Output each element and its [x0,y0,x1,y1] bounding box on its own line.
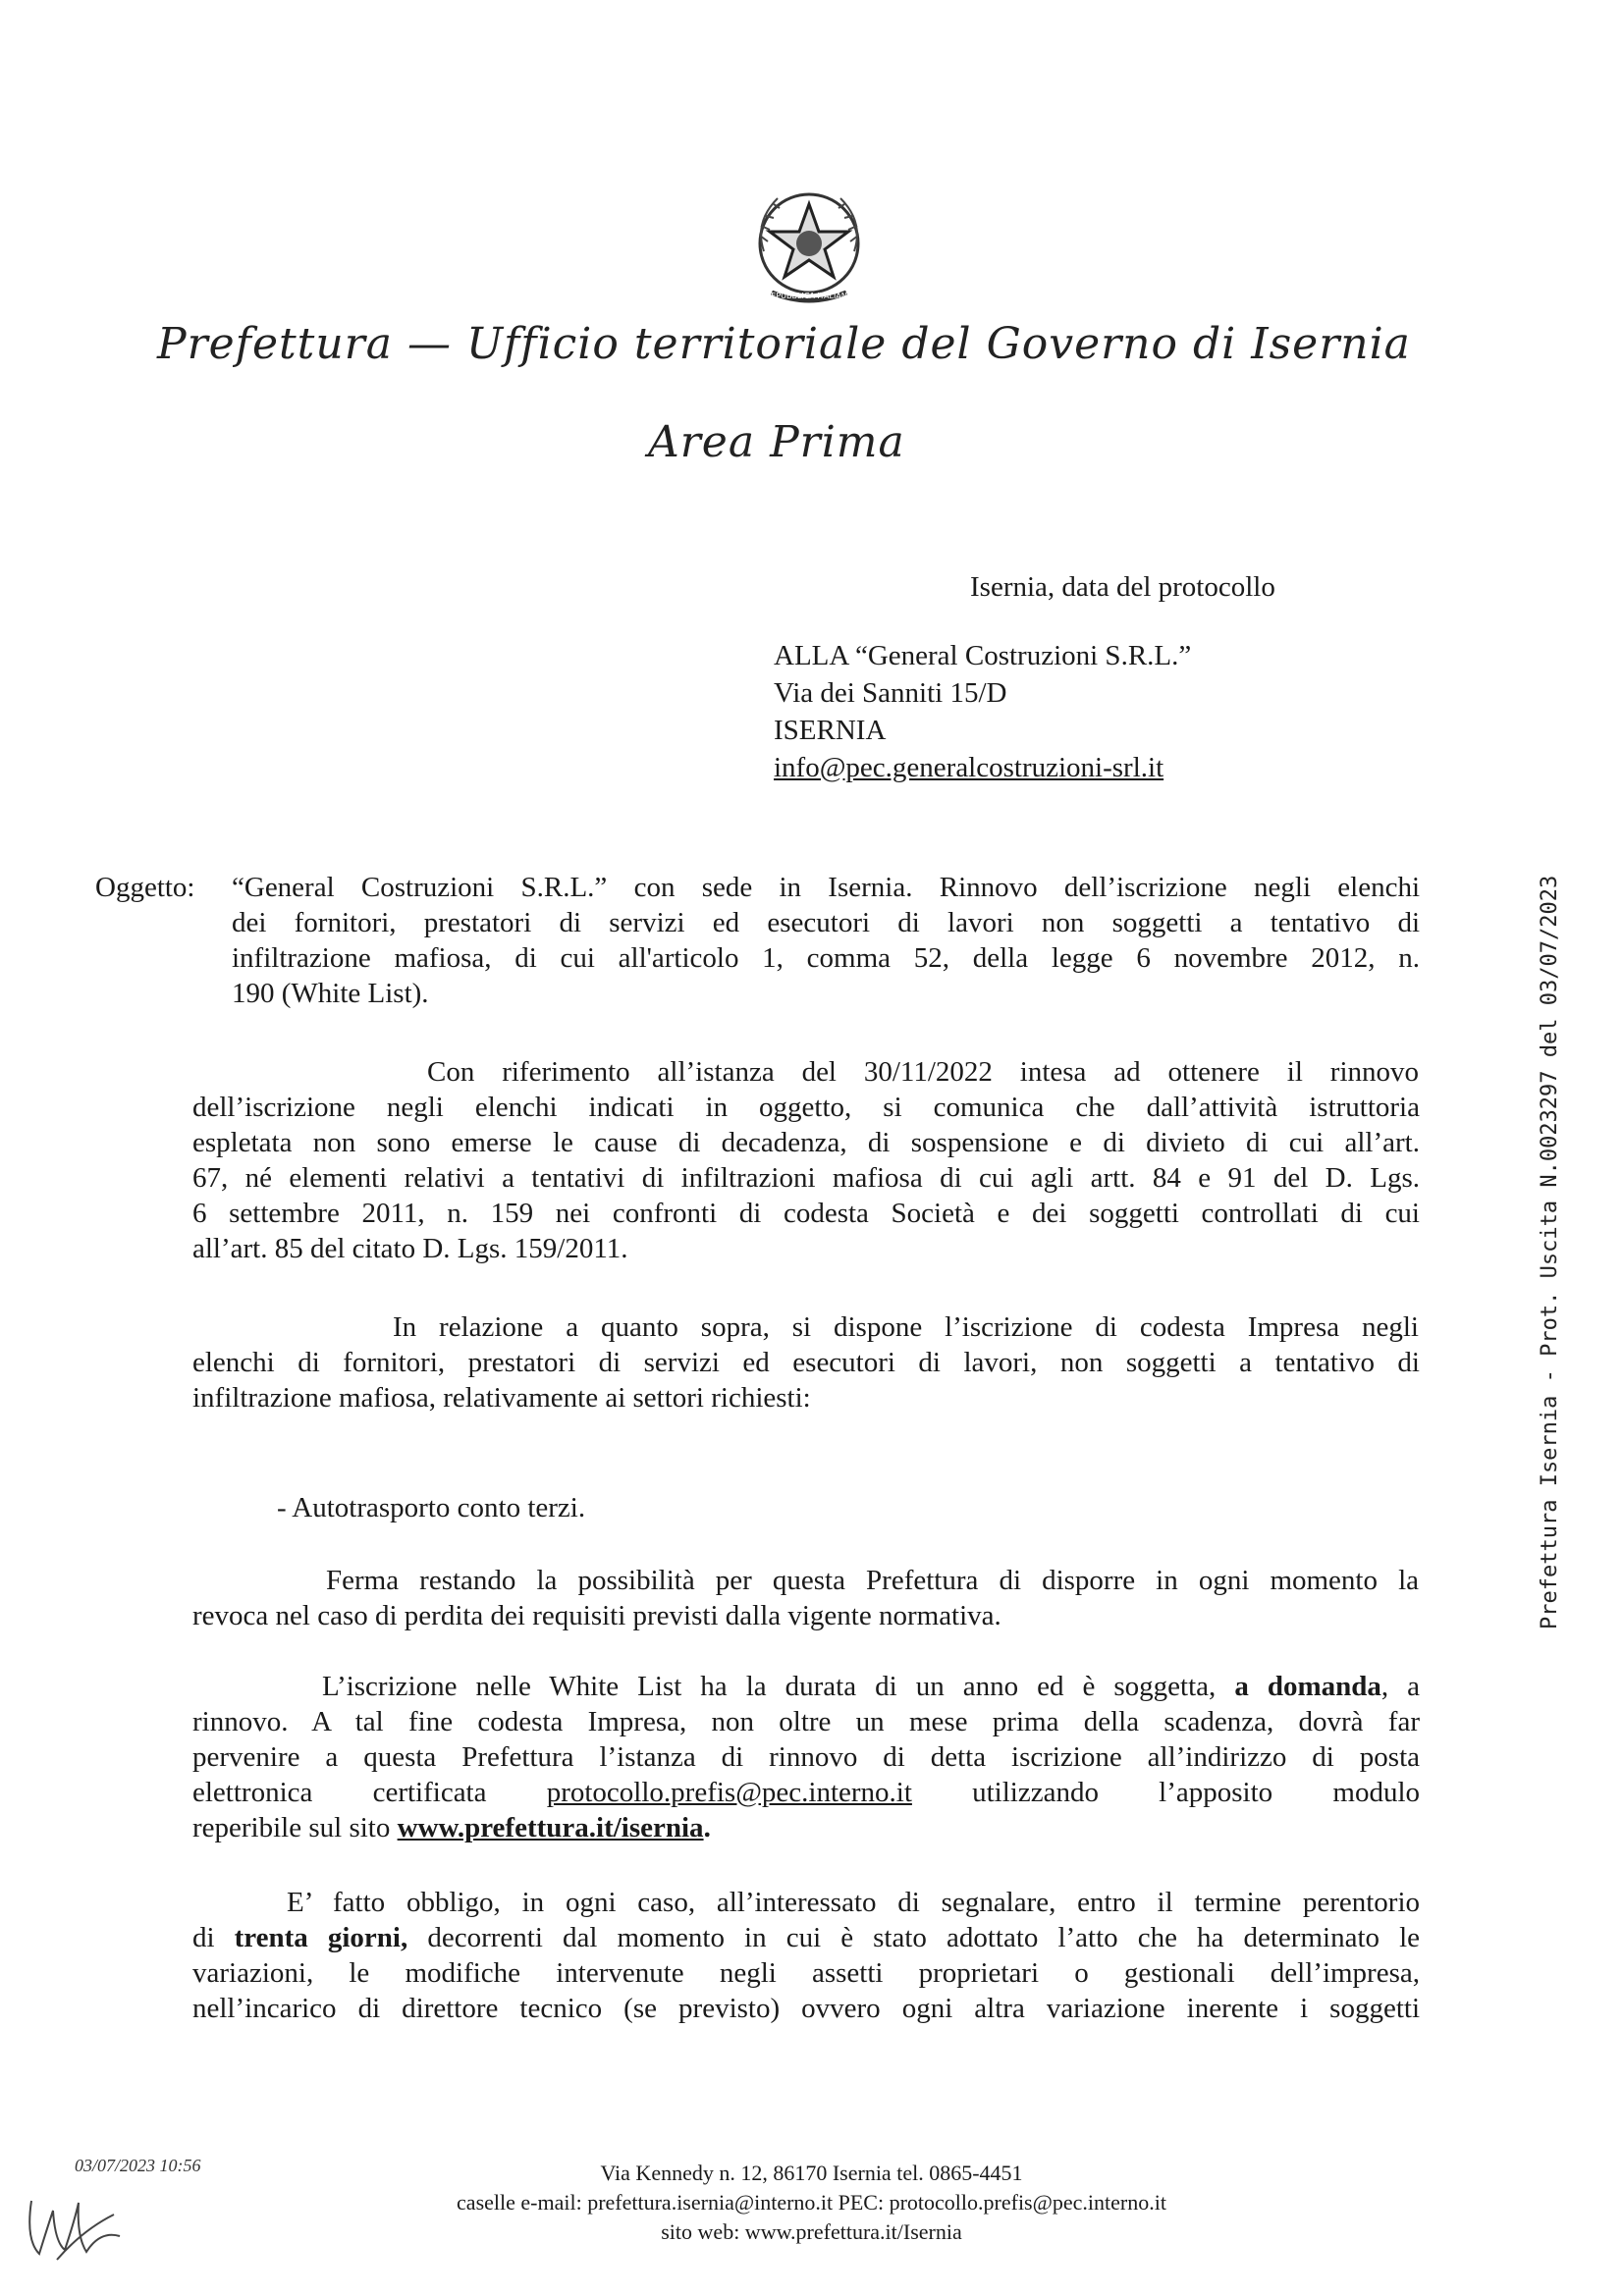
paragraph-4-line-1: L’iscrizione nelle White List ha la durata di un anno ed è soggetta, a domanda, a [322,1671,1421,1702]
protocol-side-stamp: Prefettura Isernia - Prot. Uscita N.0023297 del 03/07/2023 [1538,875,1562,1629]
paragraph-4-line-4: elettronica certificata protocollo.prefis@pec.interno.it utilizzando l’apposito modulo [192,1777,1420,1808]
recipient-email-link[interactable]: info@pec.generalcostruzioni-srl.it [774,752,1164,783]
place-date: Isernia, data del protocollo [970,571,1275,603]
paragraph-1-line: all’art. 85 del citato D. Lgs. 159/2011. [192,1233,628,1264]
website-link[interactable]: www.prefettura.it/isernia [397,1812,704,1843]
paragraph-1-line: dell’iscrizione negli elenchi indicati in oggetto, si comunica che dall’attività istruttoria [192,1092,1420,1123]
svg-text:REPUBBLICA ITALIANA: REPUBBLICA ITALIANA [765,292,853,300]
pec-email-link[interactable]: protocollo.prefis@pec.interno.it [546,1777,912,1808]
footer-website: sito web: www.prefettura.it/Isernia [661,2219,962,2244]
paragraph-3-line: revoca nel caso di perdita dei requisiti previsti dalla vigente normativa. [192,1600,1001,1631]
paragraph-2-line: elenchi di fornitori, prestatori di servizi ed esecutori di lavori, non soggetti a tentativo di [192,1347,1420,1378]
office-heading: Prefettura — Ufficio territoriale del Governo di Isernia [157,319,1411,369]
italian-republic-emblem-icon [742,183,876,310]
subject-line: “General Costruzioni S.R.L.” con sede in Isernia. Rinnovo dell’iscrizione negli elenchi [232,872,1420,903]
paragraph-2-line: In relazione a quanto sopra, si dispone l’iscrizione di codesta Impresa negli [393,1311,1419,1343]
footer-emails: caselle e-mail: prefettura.isernia@interno.it PEC: protocollo.prefis@pec.interno.it [457,2190,1166,2215]
paragraph-4-line: rinnovo. A tal fine codesta Impresa, non oltre un mese prima della scadenza, dovrà far [192,1706,1420,1737]
paragraph-1-line: espletata non sono emerse le cause di decadenza, di sospensione e di divieto di cui all’art. [192,1127,1420,1158]
recipient-line2: Via dei Sanniti 15/D [774,677,1007,709]
footer-address: Via Kennedy n. 12, 86170 Isernia tel. 0865-4451 [600,2161,1023,2185]
recipient-line1: ALLA “General Costruzioni S.R.L.” [774,640,1192,671]
paragraph-4-line: pervenire a questa Prefettura l’istanza di rinnovo di detta iscrizione all’indirizzo di posta [192,1741,1420,1773]
paragraph-5-line: E’ fatto obbligo, in ogni caso, all’interessato di segnalare, entro il termine perentorio [287,1887,1420,1918]
paragraph-1-line: 6 settembre 2011, n. 159 nei confronti di codesta Società e dei soggetti controllati di cui [192,1198,1420,1229]
paragraph-3-line: Ferma restando la possibilità per questa Prefettura di disporre in ogni momento la [326,1565,1419,1596]
paragraph-1-line: 67, né elementi relativi a tentativi di infiltrazioni mafiosa di cui agli artt. 84 e 91 del D. Lgs. [192,1162,1420,1194]
paragraph-2-line: infiltrazione mafiosa, relativamente ai settori richiesti: [192,1382,811,1414]
list-item: - Autotrasporto conto terzi. [277,1492,586,1523]
paragraph-4-line-5: reperibile sul sito www.prefettura.it/isernia. [192,1812,711,1843]
subject-line: 190 (White List). [232,978,429,1009]
subject-line: infiltrazione mafiosa, di cui all'articolo 1, comma 52, della legge 6 novembre 2012, n. [232,942,1420,974]
area-heading: Area Prima [648,417,905,467]
paragraph-5-line: nell’incarico di direttore tecnico (se previsto) ovvero ogni altra variazione inerente i soggetti [192,1993,1420,2024]
paragraph-5-line-2: di trenta giorni, decorrenti dal momento in cui è stato adottato l’atto che ha determinato le [192,1922,1421,1953]
timestamp: 03/07/2023 10:56 [75,2156,201,2175]
paragraph-1-line: Con riferimento all’istanza del 30/11/2022 intesa ad ottenere il rinnovo [427,1056,1419,1088]
subject-line: dei fornitori, prestatori di servizi ed esecutori di lavori non soggetti a tentativo di [232,907,1420,938]
subject-label: Oggetto: [95,872,195,903]
recipient-line3: ISERNIA [774,715,887,746]
paragraph-5-line: variazioni, le modifiche intervenute negli assetti proprietari o gestionali dell’impresa, [192,1957,1420,1989]
